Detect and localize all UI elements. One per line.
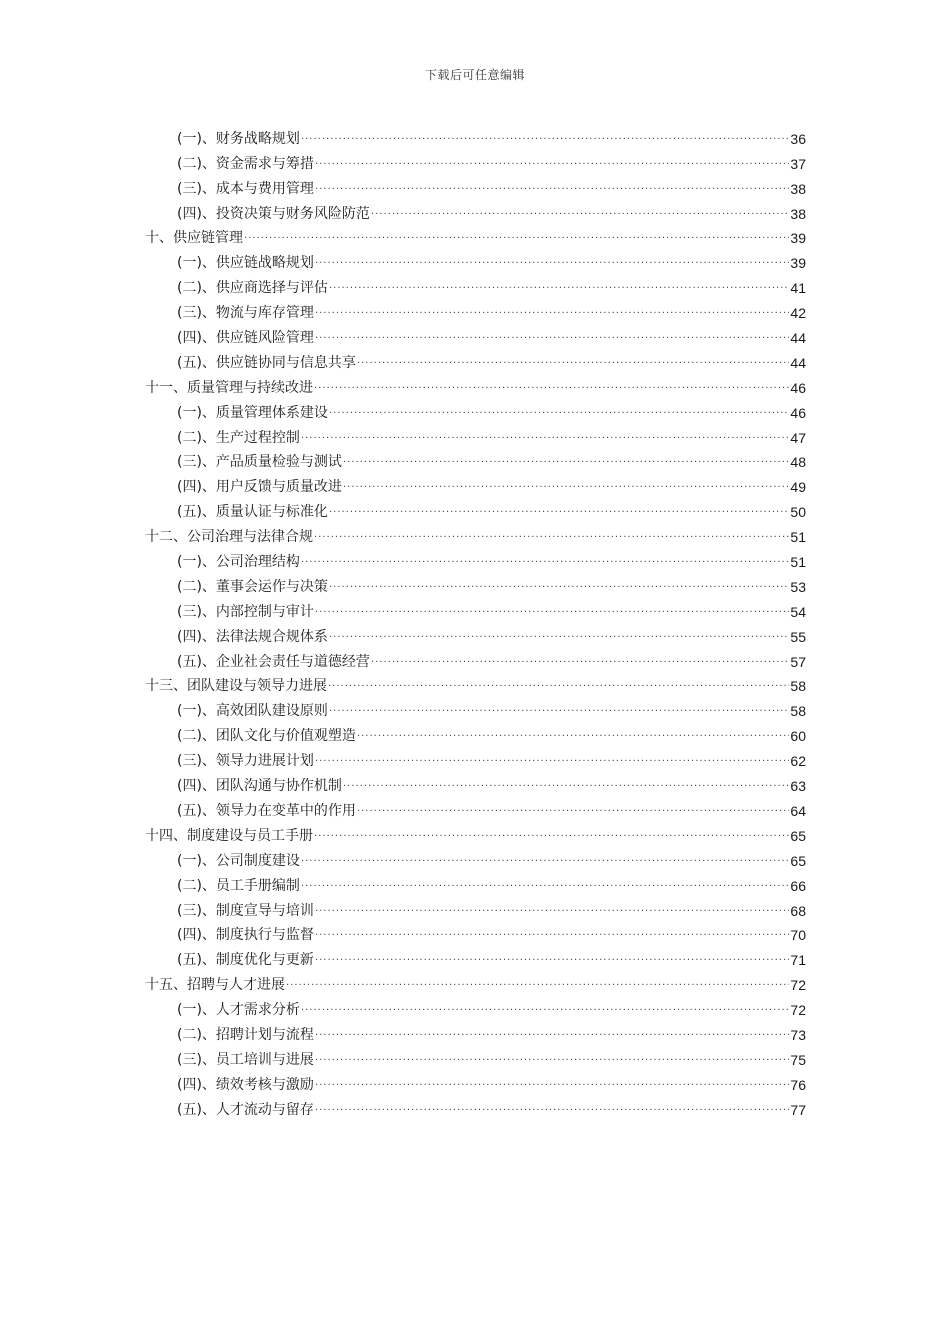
toc-page-number: 46 — [790, 404, 806, 421]
toc-dot-leader — [301, 999, 789, 1017]
toc-dot-leader — [315, 949, 789, 967]
toc-dot-leader — [315, 1099, 789, 1117]
toc-page-number: 37 — [790, 155, 806, 172]
toc-page-number: 68 — [790, 902, 806, 919]
toc-dot-leader — [314, 526, 789, 544]
toc-entry-title: (二)、生产过程控制 — [177, 429, 300, 446]
toc-entry-title: (一)、供应链战略规划 — [177, 255, 314, 272]
toc-dot-leader — [315, 601, 789, 619]
toc-entry-title: (三)、员工培训与进展 — [177, 1051, 314, 1068]
toc-page-number: 47 — [790, 429, 806, 446]
toc-dot-leader — [371, 651, 789, 669]
toc-section-entry[interactable] — [145, 598, 806, 623]
toc-page-number: 66 — [790, 877, 806, 894]
toc-entry-title: (二)、团队文化与价值观塑造 — [177, 728, 356, 745]
toc-entry-title: (二)、招聘计划与流程 — [177, 1026, 314, 1043]
toc-chapter-entry[interactable] — [145, 523, 806, 548]
toc-section-entry[interactable] — [145, 324, 806, 349]
toc-page-number: 72 — [790, 977, 806, 994]
toc-entry-title: 十二、公司治理与法律合规 — [145, 529, 313, 546]
toc-entry-title: (三)、内部控制与审计 — [177, 603, 314, 620]
toc-entry-title: (一)、公司治理结构 — [177, 554, 300, 571]
toc-page-number: 73 — [790, 1026, 806, 1043]
toc-entry-title: (五)、人才流动与留存 — [177, 1101, 314, 1118]
toc-chapter-entry[interactable] — [145, 822, 806, 847]
toc-section-entry[interactable] — [145, 150, 806, 175]
toc-entry-title: (四)、制度执行与监督 — [177, 927, 314, 944]
toc-dot-leader — [329, 626, 789, 644]
toc-dot-leader — [329, 700, 789, 718]
toc-page-number: 39 — [790, 255, 806, 272]
toc-page-number: 53 — [790, 578, 806, 595]
toc-dot-leader — [301, 551, 789, 569]
toc-dot-leader — [329, 501, 789, 519]
toc-section-entry[interactable] — [145, 722, 806, 747]
toc-dot-leader — [343, 476, 789, 494]
toc-section-entry[interactable] — [145, 1096, 806, 1121]
toc-page-number: 42 — [790, 305, 806, 322]
toc-entry-title: 十、供应链管理 — [145, 230, 243, 247]
toc-entry-title: (四)、供应链风险管理 — [177, 330, 314, 347]
toc-dot-leader — [315, 178, 789, 196]
toc-page-number: 48 — [790, 454, 806, 471]
toc-page-number: 65 — [790, 827, 806, 844]
toc-section-entry[interactable] — [145, 274, 806, 299]
toc-section-entry[interactable] — [145, 424, 806, 449]
toc-page-number: 71 — [790, 952, 806, 969]
toc-entry-title: (二)、供应商选择与评估 — [177, 280, 328, 297]
toc-entry-title: (一)、高效团队建设原则 — [177, 703, 328, 720]
toc-section-entry[interactable] — [145, 772, 806, 797]
toc-dot-leader — [357, 800, 789, 818]
toc-entry-title: (三)、产品质量检验与测试 — [177, 454, 342, 471]
toc-page-number: 38 — [790, 205, 806, 222]
toc-dot-leader — [315, 1074, 789, 1092]
toc-dot-leader — [357, 725, 789, 743]
toc-dot-leader — [315, 302, 789, 320]
toc-page-number: 41 — [790, 280, 806, 297]
toc-page-number: 49 — [790, 479, 806, 496]
toc-dot-leader — [371, 203, 789, 221]
toc-dot-leader — [315, 252, 789, 270]
toc-section-entry[interactable] — [145, 872, 806, 897]
toc-section-entry[interactable] — [145, 249, 806, 274]
toc-entry-title: 十五、招聘与人才进展 — [145, 977, 285, 994]
toc-entry-title: 十三、团队建设与领导力进展 — [145, 678, 327, 695]
toc-page-number: 62 — [790, 753, 806, 770]
toc-entry-title: (五)、企业社会责任与道德经营 — [177, 653, 370, 670]
toc-section-entry[interactable] — [145, 922, 806, 947]
toc-section-entry[interactable] — [145, 847, 806, 872]
toc-section-entry[interactable] — [145, 498, 806, 523]
toc-page-number: 58 — [790, 678, 806, 695]
toc-page-number: 72 — [790, 1002, 806, 1019]
toc-section-entry[interactable] — [145, 996, 806, 1021]
toc-page-number: 77 — [790, 1101, 806, 1118]
toc-chapter-entry[interactable] — [145, 971, 806, 996]
toc-dot-leader — [329, 277, 789, 295]
toc-page-number: 36 — [790, 130, 806, 147]
toc-page-number: 51 — [790, 529, 806, 546]
toc-entry-title: (一)、公司制度建设 — [177, 852, 300, 869]
toc-dot-leader — [315, 924, 789, 942]
toc-dot-leader — [357, 352, 789, 370]
toc-page-number: 65 — [790, 852, 806, 869]
toc-section-entry[interactable] — [145, 697, 806, 722]
toc-section-entry[interactable] — [145, 449, 806, 474]
toc-dot-leader — [286, 974, 789, 992]
toc-dot-leader — [315, 750, 789, 768]
toc-entry-title: (三)、领导力进展计划 — [177, 753, 314, 770]
toc-section-entry[interactable] — [145, 473, 806, 498]
toc-section-entry[interactable] — [145, 797, 806, 822]
toc-dot-leader — [244, 227, 789, 245]
toc-entry-title: (五)、领导力在变革中的作用 — [177, 802, 356, 819]
toc-entry-title: (二)、董事会运作与决策 — [177, 578, 328, 595]
toc-entry-title: (四)、绩效考核与激励 — [177, 1076, 314, 1093]
toc-entry-title: (一)、财务战略规划 — [177, 130, 300, 147]
toc-entry-title: (三)、成本与费用管理 — [177, 180, 314, 197]
toc-dot-leader — [329, 402, 789, 420]
toc-entry-title: (五)、供应链协同与信息共享 — [177, 354, 356, 371]
toc-page-number: 50 — [790, 504, 806, 521]
table-of-contents — [145, 125, 806, 1121]
toc-entry-title: (四)、法律法规合规体系 — [177, 628, 328, 645]
toc-page-number: 46 — [790, 379, 806, 396]
toc-page-number: 58 — [790, 703, 806, 720]
toc-section-entry[interactable] — [145, 573, 806, 598]
toc-page-number: 75 — [790, 1051, 806, 1068]
toc-section-entry[interactable] — [145, 175, 806, 200]
toc-entry-title: (四)、用户反馈与质量改进 — [177, 479, 342, 496]
toc-section-entry[interactable] — [145, 349, 806, 374]
toc-section-entry[interactable] — [145, 299, 806, 324]
toc-section-entry[interactable] — [145, 897, 806, 922]
toc-section-entry[interactable] — [145, 1021, 806, 1046]
toc-section-entry[interactable] — [145, 548, 806, 573]
toc-section-entry[interactable] — [145, 125, 806, 150]
toc-page-number: 44 — [790, 354, 806, 371]
toc-entry-title: (一)、人才需求分析 — [177, 1002, 300, 1019]
toc-page-number: 44 — [790, 330, 806, 347]
toc-entry-title: (一)、质量管理体系建设 — [177, 404, 328, 421]
toc-section-entry[interactable] — [145, 946, 806, 971]
toc-dot-leader — [329, 576, 789, 594]
toc-entry-title: (五)、质量认证与标准化 — [177, 504, 328, 521]
toc-section-entry[interactable] — [145, 648, 806, 673]
toc-section-entry[interactable] — [145, 623, 806, 648]
toc-page-number: 57 — [790, 653, 806, 670]
toc-entry-title: (三)、制度宣导与培训 — [177, 902, 314, 919]
toc-page-number: 70 — [790, 927, 806, 944]
toc-entry-title: (五)、制度优化与更新 — [177, 952, 314, 969]
toc-entry-title: 十一、质量管理与持续改进 — [145, 379, 313, 396]
toc-dot-leader — [315, 1049, 789, 1067]
toc-dot-leader — [301, 875, 789, 893]
toc-dot-leader — [301, 427, 789, 445]
toc-entry-title: (四)、投资决策与财务风险防范 — [177, 205, 370, 222]
toc-section-entry[interactable] — [145, 399, 806, 424]
toc-page-number: 60 — [790, 728, 806, 745]
toc-dot-leader — [315, 1024, 789, 1042]
toc-page-number: 51 — [790, 554, 806, 571]
toc-dot-leader — [328, 675, 789, 693]
toc-page-number: 54 — [790, 603, 806, 620]
toc-entry-title: (四)、团队沟通与协作机制 — [177, 778, 342, 795]
toc-section-entry[interactable] — [145, 200, 806, 225]
page-header: 下载后可任意编辑 — [424, 68, 525, 82]
toc-page-number: 64 — [790, 802, 806, 819]
toc-dot-leader — [315, 900, 789, 918]
toc-page-number: 55 — [790, 628, 806, 645]
toc-dot-leader — [343, 775, 789, 793]
toc-entry-title: 十四、制度建设与员工手册 — [145, 827, 313, 844]
toc-chapter-entry[interactable] — [145, 673, 806, 698]
toc-section-entry[interactable] — [145, 1046, 806, 1071]
toc-chapter-entry[interactable] — [145, 374, 806, 399]
toc-page-number: 39 — [790, 230, 806, 247]
toc-entry-title: (二)、资金需求与筹措 — [177, 155, 314, 172]
toc-chapter-entry[interactable] — [145, 225, 806, 250]
toc-page-number: 38 — [790, 180, 806, 197]
toc-dot-leader — [301, 128, 789, 146]
toc-dot-leader — [301, 850, 789, 868]
toc-dot-leader — [343, 451, 789, 469]
toc-page-number: 76 — [790, 1076, 806, 1093]
toc-dot-leader — [314, 825, 789, 843]
toc-entry-title: (三)、物流与库存管理 — [177, 305, 314, 322]
toc-dot-leader — [314, 377, 789, 395]
toc-page-number: 63 — [790, 778, 806, 795]
toc-entry-title: (二)、员工手册编制 — [177, 877, 300, 894]
toc-section-entry[interactable] — [145, 747, 806, 772]
toc-dot-leader — [315, 153, 789, 171]
toc-section-entry[interactable] — [145, 1071, 806, 1096]
toc-dot-leader — [315, 327, 789, 345]
